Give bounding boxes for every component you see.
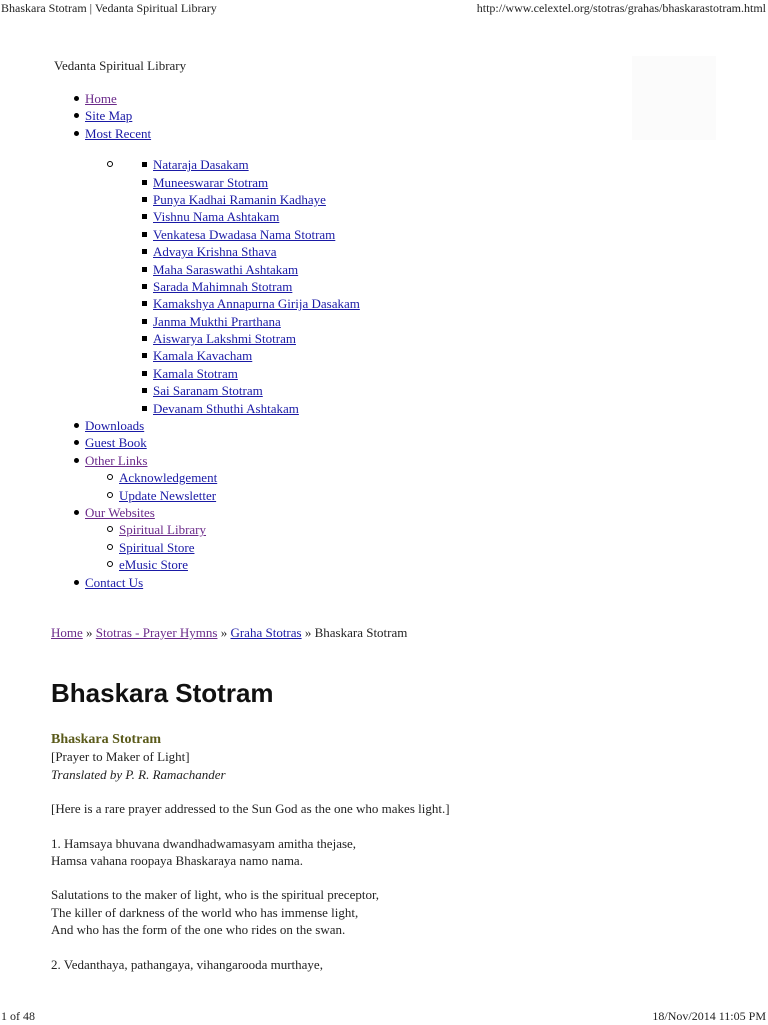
recent-item	[0, 365, 760, 382]
square-bullet-icon	[142, 353, 147, 358]
nav-item-home	[0, 90, 760, 107]
nav-item-site-map	[0, 107, 760, 124]
breadcrumb-separator: »	[86, 625, 93, 640]
bullet-icon	[74, 440, 79, 445]
recent-link[interactable]: Punya Kadhai Ramanin Kadhaye	[153, 191, 326, 207]
recent-item	[0, 226, 760, 243]
site-name: Vedanta Spiritual Library	[54, 58, 187, 73]
our-websites-item	[0, 556, 760, 573]
circle-bullet-icon	[107, 161, 113, 167]
square-bullet-icon	[142, 267, 147, 272]
breadcrumb-separator: »	[220, 625, 228, 640]
recent-item	[0, 261, 760, 278]
recent-item	[0, 347, 760, 364]
nav-link-downloads[interactable]: Downloads	[85, 418, 145, 434]
square-bullet-icon	[142, 284, 147, 289]
verse-line: 2. Vedanthaya, pathangaya, vihangarooda murthaye,	[51, 956, 323, 972]
other-links-item	[0, 469, 760, 486]
square-bullet-icon	[142, 301, 147, 306]
article-intro: [Here is a rare prayer addressed to the Sun God as the one who makes light.]	[51, 801, 450, 817]
bullet-icon	[74, 458, 79, 463]
other-links-item	[0, 487, 760, 504]
square-bullet-icon	[142, 371, 147, 376]
nav-link-contact-us[interactable]: Contact Us	[85, 574, 144, 590]
recent-item	[0, 295, 760, 312]
recent-item	[0, 330, 760, 347]
recent-link[interactable]: Venkatesa Dwadasa Nama Stotram	[153, 226, 336, 242]
translation-line: Salutations to the maker of light, who is the spiritual preceptor,	[51, 887, 380, 903]
recent-link[interactable]: Janma Mukthi Prarthana	[153, 313, 281, 329]
site-navigation	[0, 90, 760, 591]
circle-bullet-icon	[107, 474, 113, 480]
nav-link-update-newsletter[interactable]: Update Newsletter	[119, 487, 217, 503]
page-title: Bhaskara Stotram	[51, 678, 274, 708]
bullet-icon	[74, 423, 79, 428]
recent-link[interactable]: Muneeswarar Stotram	[153, 174, 269, 190]
recent-item	[0, 191, 760, 208]
recent-link[interactable]: Aiswarya Lakshmi Stotram	[153, 331, 296, 347]
breadcrumb-graha-stotras[interactable]: Graha Stotras	[230, 625, 302, 640]
nav-spacer	[0, 142, 760, 156]
nav-link-spiritual-library[interactable]: Spiritual Library	[119, 522, 207, 538]
recent-item	[0, 382, 760, 399]
our-websites-item	[0, 539, 760, 556]
recent-link[interactable]: Sarada Mahimnah Stotram	[153, 278, 293, 294]
circle-bullet-icon	[107, 544, 113, 550]
recent-link[interactable]: Advaya Krishna Sthava	[153, 244, 277, 260]
recent-link[interactable]: Kamala Stotram	[153, 365, 238, 381]
nav-item-our-websites	[0, 504, 760, 521]
circle-bullet-icon	[107, 492, 113, 498]
nav-item-other-links	[0, 452, 760, 469]
square-bullet-icon	[142, 162, 147, 167]
print-footer-page: 1 of 48	[1, 1009, 35, 1023]
nav-link-guest-book[interactable]: Guest Book	[85, 435, 147, 451]
print-header-url: http://www.celextel.org/stotras/grahas/bhaskarastotram.html	[476, 1, 766, 15]
recent-item	[0, 243, 760, 260]
recent-link[interactable]: Maha Saraswathi Ashtakam	[153, 261, 299, 277]
recent-item	[0, 313, 760, 330]
breadcrumb	[51, 624, 407, 641]
recent-item	[0, 156, 760, 173]
recent-link[interactable]: Nataraja Dasakam	[153, 157, 249, 173]
square-bullet-icon	[142, 180, 147, 185]
breadcrumb-stotras[interactable]: Stotras - Prayer Hymns	[95, 625, 218, 640]
verse-line: Hamsa vahana roopaya Bhaskaraya namo nama.	[51, 853, 303, 869]
circle-bullet-icon	[107, 561, 113, 567]
recent-link[interactable]: Sai Saranam Stotram	[153, 383, 263, 399]
article-translator: Translated by P. R. Ramachander	[51, 766, 226, 782]
nav-link-spiritual-store[interactable]: Spiritual Store	[119, 539, 195, 555]
nav-item-guest-book	[0, 434, 760, 451]
nav-link-most-recent[interactable]: Most Recent	[85, 125, 152, 141]
breadcrumb-separator: »	[304, 625, 312, 640]
breadcrumb-current: Bhaskara Stotram	[314, 625, 408, 640]
square-bullet-icon	[142, 232, 147, 237]
recent-item	[0, 174, 760, 191]
nav-item-contact-us	[0, 574, 760, 591]
circle-bullet-icon	[107, 526, 113, 532]
recent-item	[0, 400, 760, 417]
print-header-title: Bhaskara Stotram | Vedanta Spiritual Library	[1, 1, 217, 15]
nav-link-emusic-store[interactable]: eMusic Store	[119, 557, 188, 573]
square-bullet-icon	[142, 249, 147, 254]
bullet-icon	[74, 96, 79, 101]
bullet-icon	[74, 113, 79, 118]
square-bullet-icon	[142, 197, 147, 202]
print-footer-datetime: 18/Nov/2014 11:05 PM	[652, 1009, 766, 1023]
square-bullet-icon	[142, 214, 147, 219]
nav-link-other-links[interactable]: Other Links	[85, 452, 148, 468]
article-body	[51, 731, 751, 973]
recent-link[interactable]: Devanam Sthuthi Ashtakam	[153, 400, 299, 416]
nav-link-site-map[interactable]: Site Map	[85, 108, 133, 124]
nav-item-downloads	[0, 417, 760, 434]
translation-line: The killer of darkness of the world who has immense light,	[51, 904, 359, 920]
verse-line: 1. Hamsaya bhuvana dwandhadwamasyam amitha thejase,	[51, 835, 357, 851]
article-subtitle: Bhaskara Stotram	[51, 732, 162, 747]
square-bullet-icon	[142, 319, 147, 324]
translation-line: And who has the form of the one who rides on the swan.	[51, 922, 346, 938]
nav-link-acknowledgement[interactable]: Acknowledgement	[119, 470, 218, 486]
square-bullet-icon	[142, 388, 147, 393]
our-websites-item	[0, 521, 760, 538]
square-bullet-icon	[142, 406, 147, 411]
nav-item-most-recent	[0, 125, 760, 142]
bullet-icon	[74, 510, 79, 515]
breadcrumb-home[interactable]: Home	[51, 625, 83, 640]
bullet-icon	[74, 580, 79, 585]
recent-link[interactable]: Kamakshya Annapurna Girija Dasakam	[153, 296, 360, 312]
recent-link[interactable]: Vishnu Nama Ashtakam	[153, 209, 280, 225]
square-bullet-icon	[142, 336, 147, 341]
bullet-icon	[74, 131, 79, 136]
recent-item	[0, 208, 760, 225]
recent-item	[0, 278, 760, 295]
recent-link[interactable]: Kamala Kavacham	[153, 348, 253, 364]
nav-link-our-websites[interactable]: Our Websites	[85, 504, 155, 520]
article-meaning: [Prayer to Maker of Light]	[51, 749, 190, 765]
nav-link-home[interactable]: Home	[85, 91, 117, 106]
